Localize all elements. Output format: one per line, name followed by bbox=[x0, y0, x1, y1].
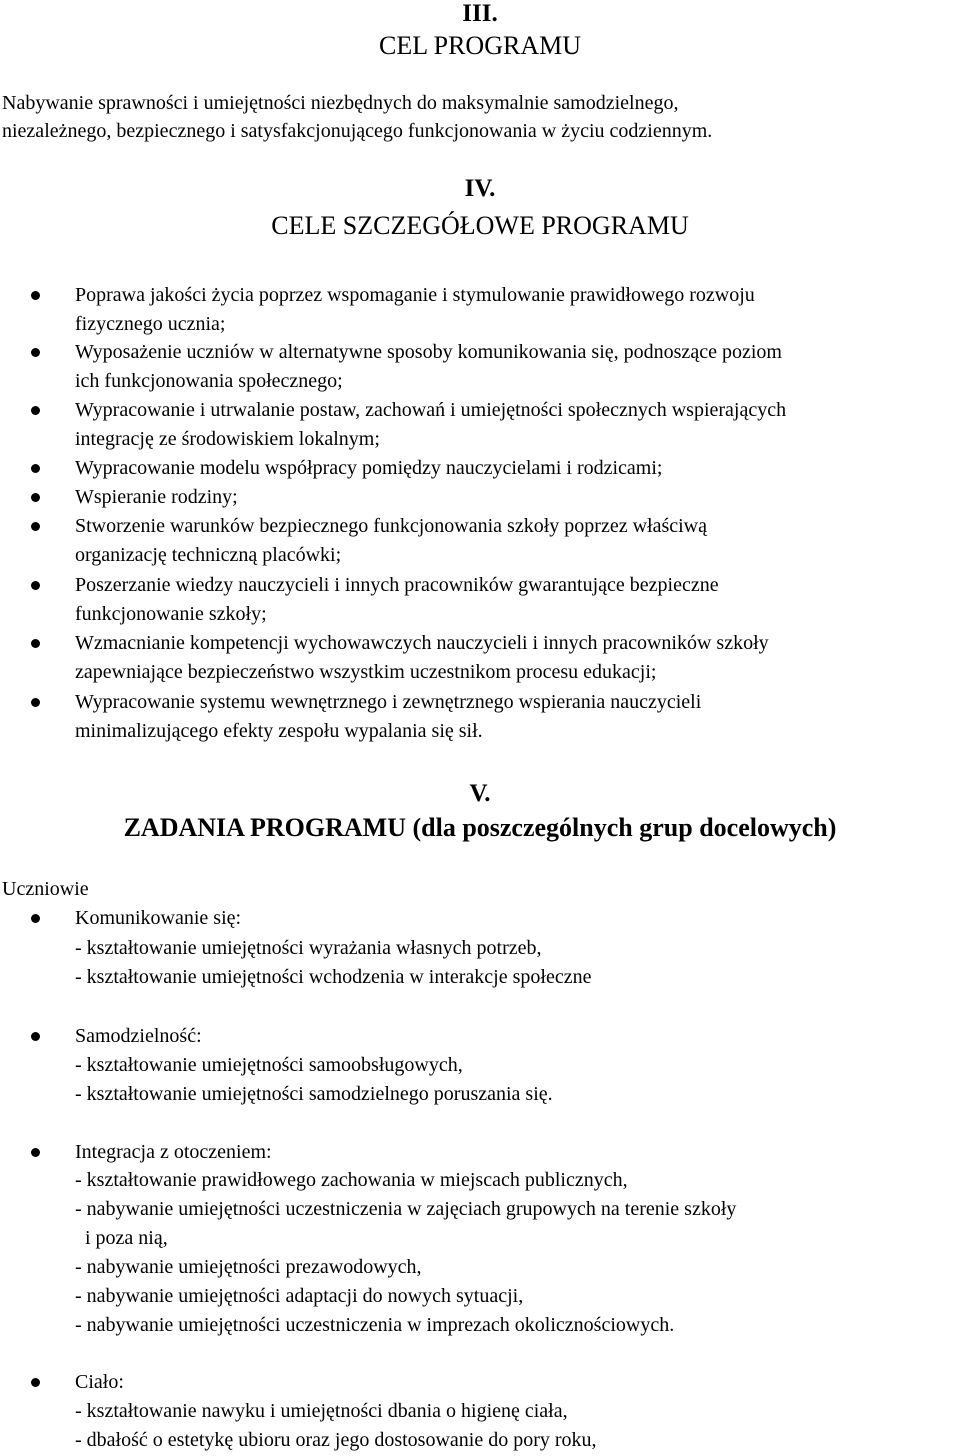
objective-item-1-line-1: Poprawa jakości życia poprzez wspomaganie i stymulowanie prawidłowego rozwoju bbox=[75, 284, 755, 306]
bullet-icon bbox=[31, 522, 40, 531]
section-5-number: V. bbox=[469, 780, 491, 807]
objective-item-8-line-2: zapewniające bezpieczeństwo wszystkim uczestnikom procesu edukacji; bbox=[75, 661, 657, 683]
bullet-icon bbox=[31, 464, 40, 473]
task-group-3-line-5: - nabywanie umiejętności adaptacji do nowych sytuacji, bbox=[75, 1285, 524, 1307]
bullet-icon bbox=[31, 406, 40, 415]
objective-item-8-line-1: Wzmacnianie kompetencji wychowawczych nauczycieli i innych pracowników szkoły bbox=[75, 632, 769, 654]
section-3-number: III. bbox=[462, 0, 498, 27]
objective-item-3-line-2: integrację ze środowiskiem lokalnym; bbox=[75, 428, 380, 450]
objective-item-1-line-2: fizycznego ucznia; bbox=[75, 313, 226, 335]
bullet-icon bbox=[31, 493, 40, 502]
task-group-3-line-3: i poza nią, bbox=[75, 1227, 168, 1249]
task-group-3-line-1: - kształtowanie prawidłowego zachowania w miejscach publicznych, bbox=[75, 1169, 628, 1191]
objective-item-6-line-2: organizację techniczną placówki; bbox=[75, 544, 342, 566]
section-5-title: ZADANIA PROGRAMU (dla poszczególnych grup docelowych) bbox=[123, 813, 837, 842]
task-group-2-heading: Samodzielność: bbox=[75, 1025, 202, 1047]
section-3-paragraph-line-2: niezależnego, bezpiecznego i satysfakcjonującego funkcjonowania w życiu codziennym. bbox=[2, 120, 713, 142]
objective-item-2-line-1: Wyposażenie uczniów w alternatywne sposoby komunikowania się, podnoszące poziom bbox=[75, 341, 782, 363]
bullet-icon bbox=[31, 698, 40, 707]
task-group-1-line-2: - kształtowanie umiejętności wchodzenia w interakcje społeczne bbox=[75, 966, 592, 988]
bullet-icon bbox=[31, 1378, 40, 1387]
section-3-paragraph-line-1: Nabywanie sprawności i umiejętności niezbędnych do maksymalnie samodzielnego, bbox=[2, 92, 679, 114]
bullet-icon bbox=[31, 914, 40, 923]
objective-item-7-line-2: funkcjonowanie szkoły; bbox=[75, 603, 267, 625]
bullet-icon bbox=[31, 639, 40, 648]
bullet-icon bbox=[31, 1032, 40, 1041]
task-group-3-line-6: - nabywanie umiejętności uczestniczenia w imprezach okolicznościowych. bbox=[75, 1314, 675, 1336]
bullet-icon bbox=[31, 348, 40, 357]
task-group-4-line-1: - kształtowanie nawyku i umiejętności dbania o higienę ciała, bbox=[75, 1400, 568, 1422]
task-group-3-heading: Integracja z otoczeniem: bbox=[75, 1141, 272, 1163]
task-group-3-line-4: - nabywanie umiejętności prezawodowych, bbox=[75, 1256, 422, 1278]
task-group-4-line-2: - dbałość o estetykę ubioru oraz jego dostosowanie do pory roku, bbox=[75, 1429, 597, 1451]
objective-item-5-line-1: Wspieranie rodziny; bbox=[75, 486, 238, 508]
section-4-number: IV. bbox=[464, 175, 496, 202]
group-label: Uczniowie bbox=[2, 878, 89, 900]
objective-item-2-line-2: ich funkcjonowania społecznego; bbox=[75, 370, 343, 392]
objective-item-3-line-1: Wypracowanie i utrwalanie postaw, zachowań i umiejętności społecznych wspierających bbox=[75, 399, 787, 421]
bullet-icon bbox=[31, 581, 40, 590]
task-group-1-heading: Komunikowanie się: bbox=[75, 907, 242, 929]
objective-item-4-line-1: Wypracowanie modelu współpracy pomiędzy nauczycielami i rodzicami; bbox=[75, 457, 663, 479]
bullet-icon bbox=[31, 1148, 40, 1157]
objective-item-7-line-1: Poszerzanie wiedzy nauczycieli i innych pracowników gwarantujące bezpieczne bbox=[75, 574, 719, 596]
bullet-icon bbox=[31, 291, 40, 300]
section-3-title: CEL PROGRAMU bbox=[378, 31, 581, 60]
task-group-1-line-1: - kształtowanie umiejętności wyrażania własnych potrzeb, bbox=[75, 937, 542, 959]
task-group-2-line-2: - kształtowanie umiejętności samodzielnego poruszania się. bbox=[75, 1083, 553, 1105]
task-group-2-line-1: - kształtowanie umiejętności samoobsługowych, bbox=[75, 1054, 463, 1076]
objective-item-6-line-1: Stworzenie warunków bezpiecznego funkcjonowania szkoły poprzez właściwą bbox=[75, 515, 707, 537]
objective-item-9-line-1: Wypracowanie systemu wewnętrznego i zewnętrznego wspierania nauczycieli bbox=[75, 691, 702, 713]
task-group-3-line-2: - nabywanie umiejętności uczestniczenia w zajęciach grupowych na terenie szkoły bbox=[75, 1198, 737, 1220]
objective-item-9-line-2: minimalizującego efekty zespołu wypalania się sił. bbox=[75, 720, 483, 742]
section-4-title: CELE SZCZEGÓŁOWE PROGRAMU bbox=[271, 211, 689, 240]
task-group-4-heading: Ciało: bbox=[75, 1371, 124, 1393]
